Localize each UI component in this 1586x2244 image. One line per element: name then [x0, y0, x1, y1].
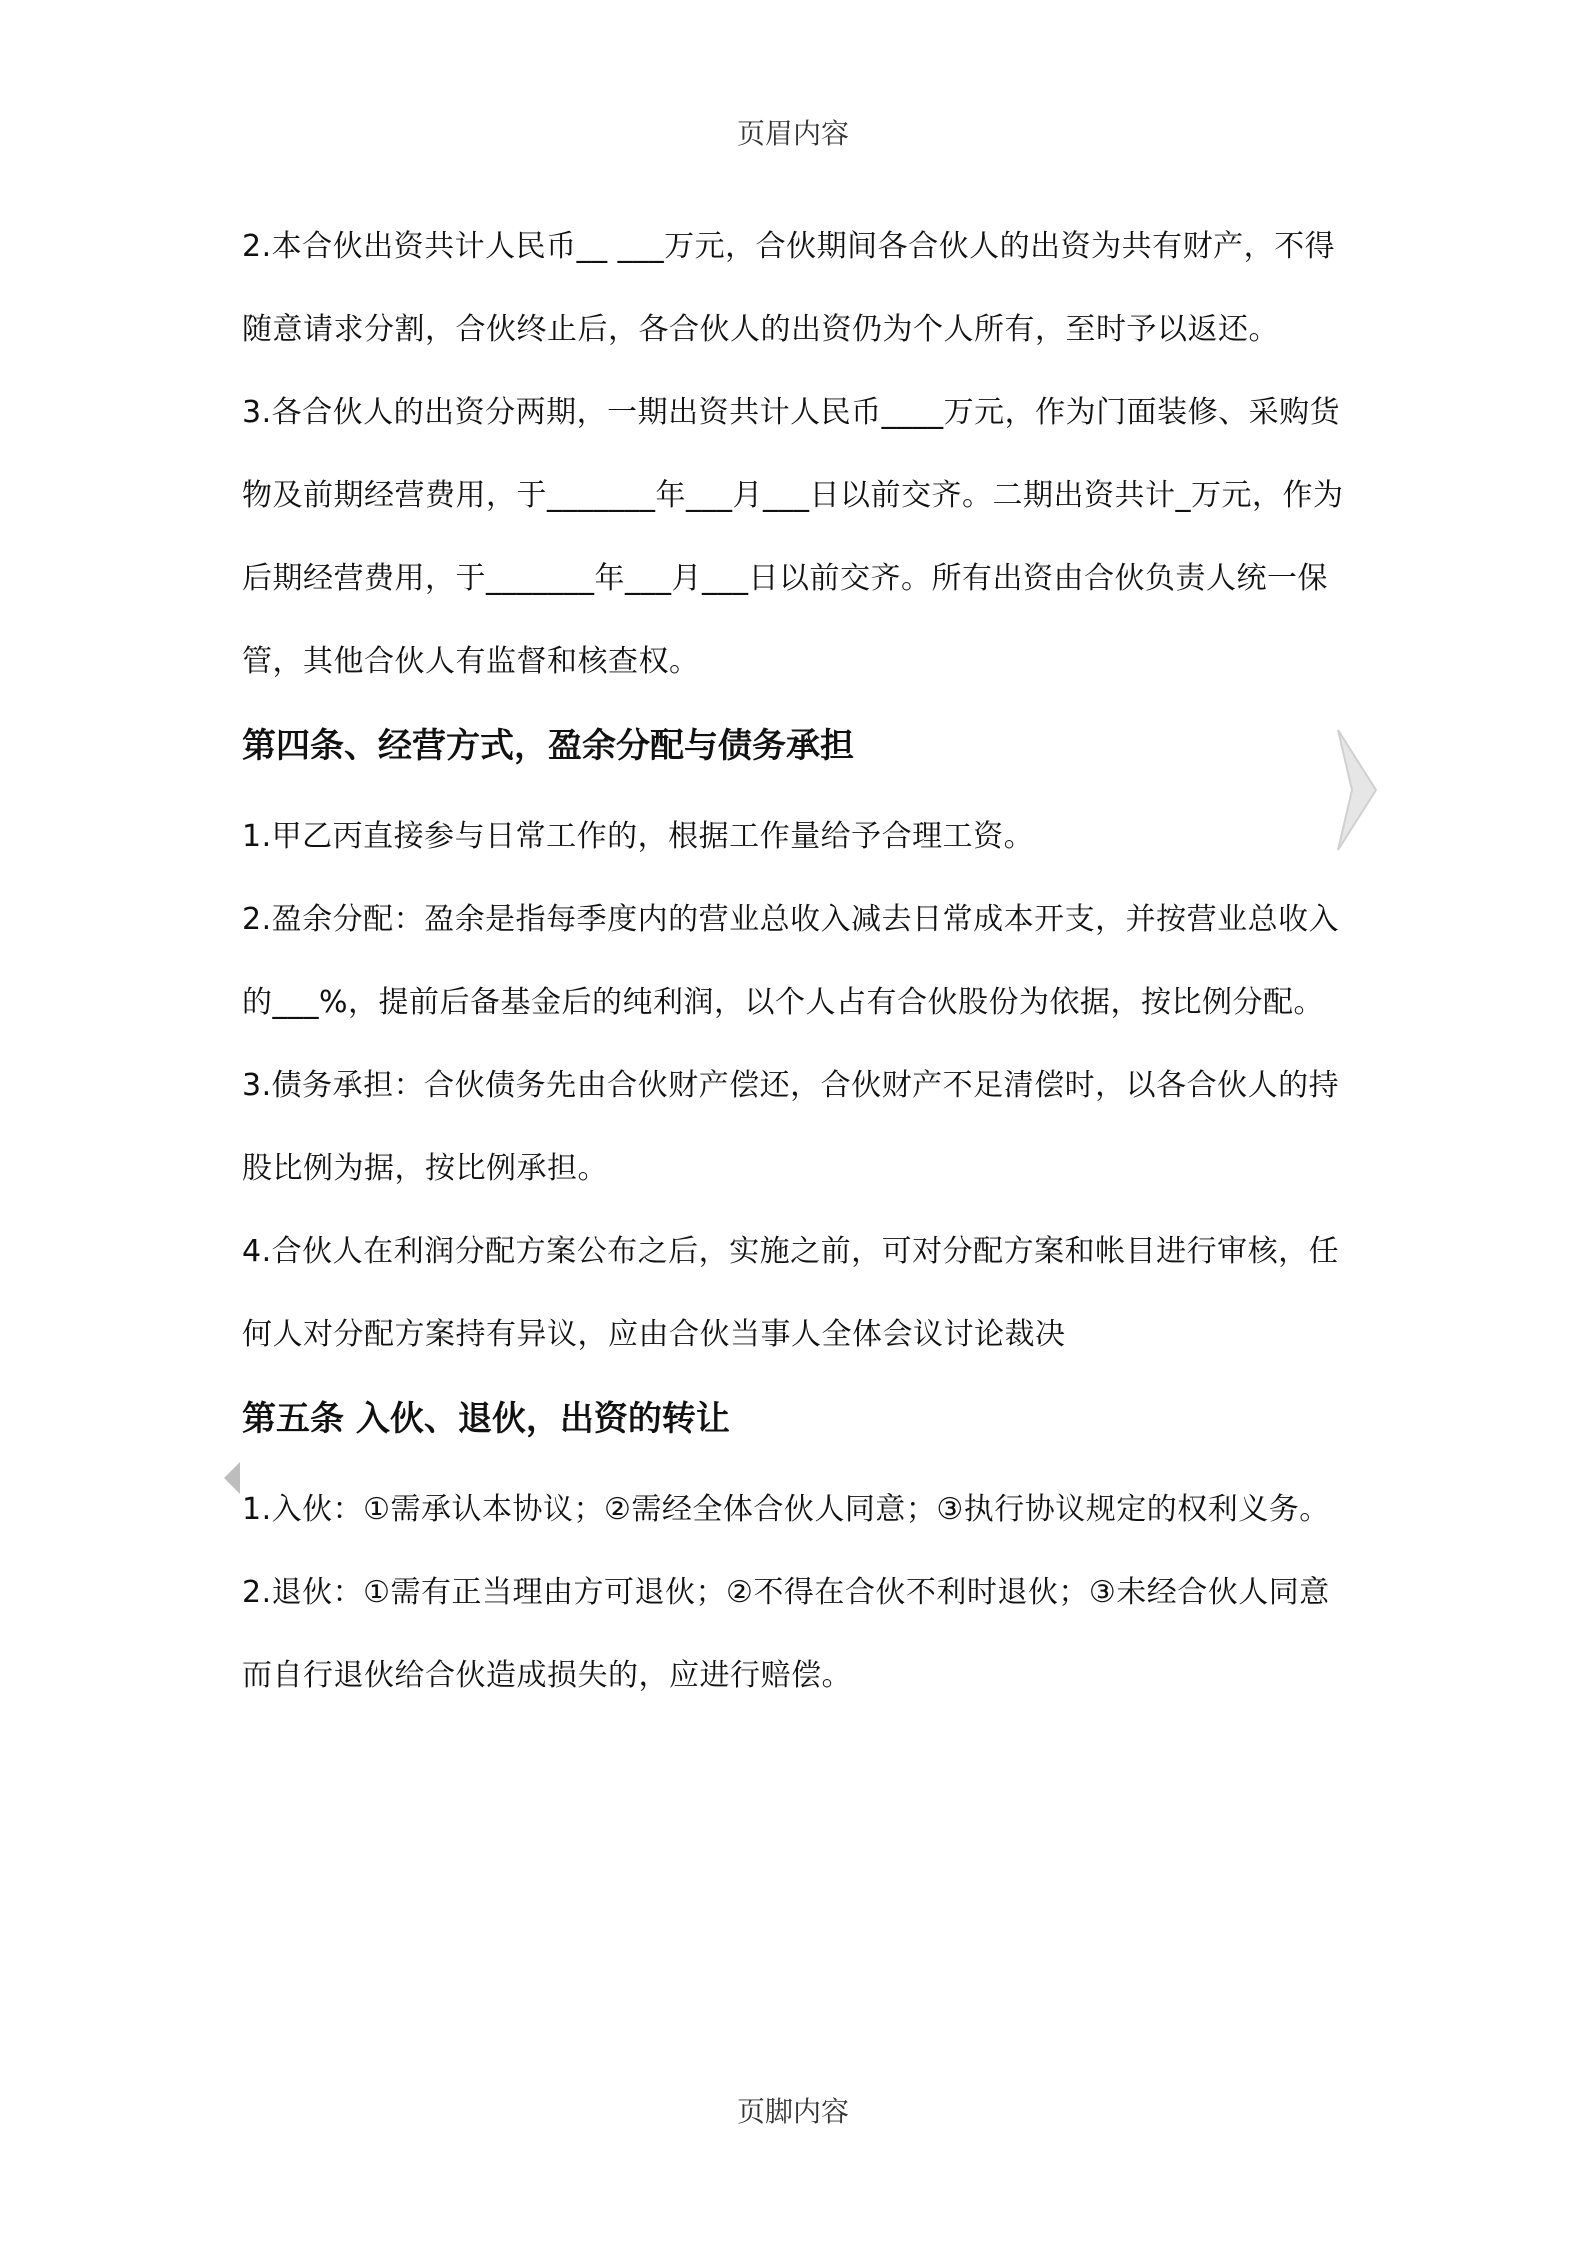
page-footer: 页脚内容 — [736, 2095, 849, 2128]
paragraph-wages: 1.甲乙丙直接参与日常工作的，根据工作量给予合理工资。 — [242, 819, 1035, 854]
page-header: 页眉内容 — [736, 117, 849, 150]
next-page-arrow-icon[interactable] — [1336, 728, 1392, 852]
paragraph-audit-rights: 4.合伙人在利润分配方案公布之后，实施之前，可对分配方案和帐目进行审核，任何人对分配方案持有异议，应由合伙当事人全体会议讨论裁决 — [242, 1234, 1340, 1352]
paragraph-debt-bearing: 3.债务承担：合伙债务先由合伙财产偿还，合伙财产不足清偿时，以各合伙人的持股比例为据，按比例承担。 — [242, 1068, 1340, 1186]
paragraph-admission: 1.入伙：①需承认本协议；②需经全体合伙人同意；③执行协议规定的权利义务。 — [242, 1492, 1330, 1527]
paragraph-capital-installments: 3.各合伙人的出资分两期，一期出资共计人民币____万元，作为门面装修、采购货物及前期经营费用，于_______年___月___日以前交齐。二期出资共计_万元，作为后期经营费用，于_______年___月___日以前交齐。所有出资由合伙负责人统一保管，其他合伙人有监督和核查权。 — [242, 395, 1344, 679]
document-body — [242, 205, 1352, 1717]
paragraph-capital-total: 2.本合伙出资共计人民币__ ___万元，合伙期间各合伙人的出资为共有财产，不得随意请求分割，合伙终止后，各合伙人的出资仍为个人所有，至时予以返还。 — [242, 229, 1336, 347]
paragraph-profit-distribution: 2.盈余分配：盈余是指每季度内的营业总收入减去日常成本开支，并按营业总收入的___%，提前后备基金后的纯利润，以个人占有合伙股份为依据，按比例分配。 — [242, 902, 1340, 1020]
section-heading-article-5: 第五条 入伙、退伙，出资的转让 — [242, 1399, 730, 1439]
paragraph-withdrawal: 2.退伙：①需有正当理由方可退伙；②不得在合伙不利时退伙；③未经合伙人同意而自行退伙给合伙造成损失的，应进行赔偿。 — [242, 1575, 1330, 1693]
section-heading-article-4: 第四条、经营方式，盈余分配与债务承担 — [242, 726, 854, 766]
prev-page-arrow-icon[interactable] — [222, 1460, 242, 1496]
